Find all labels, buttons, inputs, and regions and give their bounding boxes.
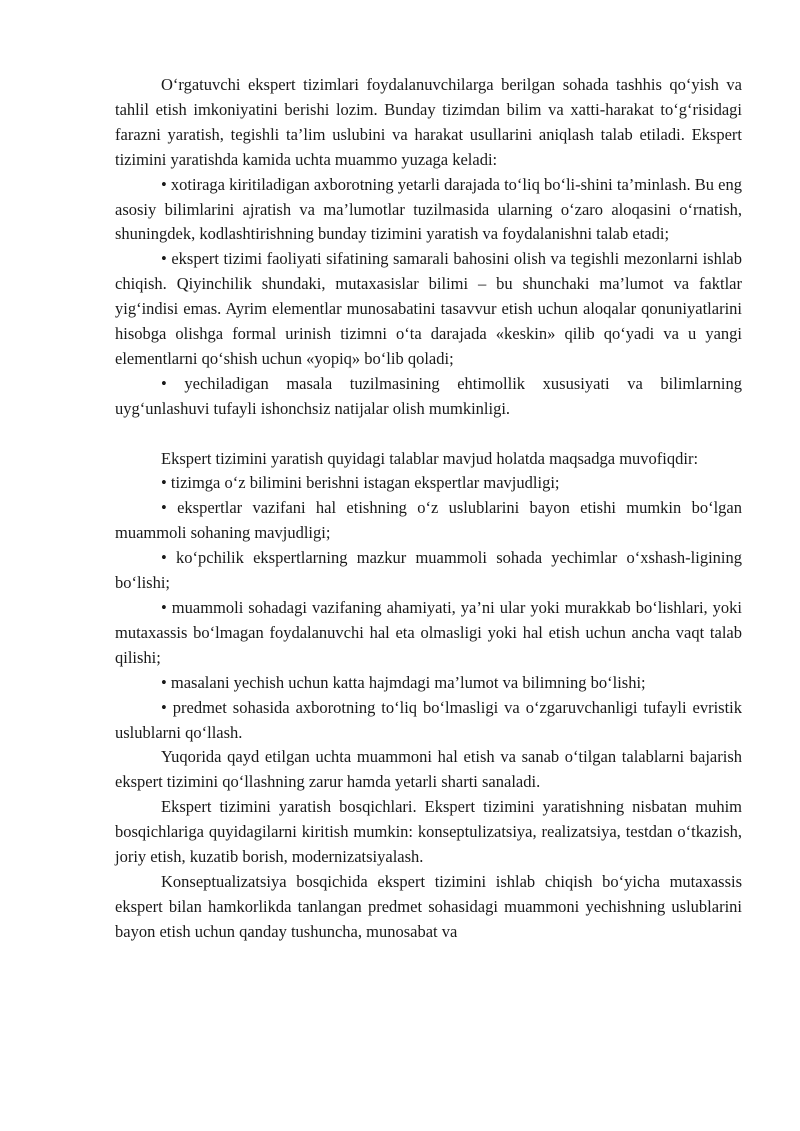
stages-paragraph: Ekspert tizimini yaratish bosqichlari. Ekspert tizimini yaratishning nisbatan muhim bosqichlariga quyidagilarni kiritish mumkin: konseptulizatsiya, realizatsiya, testdan o‘tkazish, joriy etish, kuzatib borish, modernizatsiyalash.: [115, 797, 742, 867]
requirements-paragraph: Ekspert tizimini yaratish quyidagi talablar mavjud holatda maqsadga muvofiqdir:: [161, 448, 699, 468]
bullet-item: • tizimga o‘z bilimini berishni istagan ekspertlar mavjudligi;: [161, 473, 560, 493]
bullet-item: • muammoli sohadagi vazifaning ahamiyati, ya’ni ular yoki murakkab bo‘lishlari, yoki mutaxassis bo‘lmagan foydalanuvchi hal eta olmasligi yoki hal etish uchun ancha vaqt talab qilishi;: [115, 598, 742, 667]
paragraph-gap: [115, 422, 742, 447]
bullet-item: • xotiraga kiritiladigan axborotning yetarli darajada to‘liq bo‘li-shini ta’minlash. Bu eng asosiy bilimlarini ajratish va ma’lumotlar tuzilmasida ularning o‘zaro aloqasini o‘rnatish, shuningdek, kodlashtirishning bunday tizimini yaratish va foydalanishni talab etadi;: [115, 174, 742, 244]
document-page: [115, 73, 742, 945]
summary-paragraph: Yuqorida qayd etilgan uchta muammoni hal etish va sanab o‘tilgan talablarni bajarish ekspert tizimini qo‘llashning zarur hamda yetarli sharti sanaladi.: [115, 747, 742, 792]
bullet-item: • ko‘pchilik ekspertlarning mazkur muammoli sohada yechimlar o‘xshash-ligining bo‘lishi;: [115, 548, 742, 593]
conceptualization-paragraph: Konseptualizatsiya bosqichida ekspert tizimini ishlab chiqish bo‘yicha mutaxassis ekspert bilan hamkorlikda tanlangan predmet sohasidagi muammoni yechishning uslublarini bayon etish uchun qanday tushuncha, munosabat va: [115, 871, 742, 941]
bullet-item: • yechiladigan masala tuzilmasining ehtimollik xususiyati va bilimlarning uyg‘unlashuvi tufayli ishonchsiz natijalar olish mumkinligi.: [115, 373, 742, 418]
bullet-item: • predmet sohasida axborotning to‘liq bo‘lmasligi va o‘zgaruvchanligi tufayli evristik uslublarni qo‘llash.: [115, 697, 742, 742]
bullet-item: • ekspertlar vazifani hal etishning o‘z uslublarini bayon etishi mumkin bo‘lgan muammoli sohaning mavjudligi;: [115, 498, 742, 543]
bullet-item: • ekspert tizimi faoliyati sifatining samarali bahosini olish va tegishli mezonlarni ishlab chiqish. Qiyinchilik shundaki, mutaxasislar bilimi – bu shunchaki ma’lumot va faktlar yig‘indisi emas. Ayrim elementlar munosabatini tasavvur etish uchun aloqalar qonuniyatlarini hisobga olishga formal urinish tizimni o‘ta darajada «keskin» qilib qo‘yadi va u yangi elementlarni qo‘shish uchun «yopiq» bo‘lib qoladi;: [115, 249, 742, 368]
intro-paragraph: O‘rgatuvchi ekspert tizimlari foydalanuvchilarga berilgan sohada tashhis qo‘yish va tahlil etish imkoniyatini berishi lozim. Bunday tizimdan bilim va xatti-harakat to‘g‘risidagi farazni yaratish, tegishli ta’lim uslubini va harakat usullarini aniqlash talab etiladi. Ekspert tizimini yaratishda kamida uchta muammo yuzaga keladi:: [115, 75, 742, 169]
bullet-item: • masalani yechish uchun katta hajmdagi ma’lumot va bilimning bo‘lishi;: [161, 672, 646, 692]
